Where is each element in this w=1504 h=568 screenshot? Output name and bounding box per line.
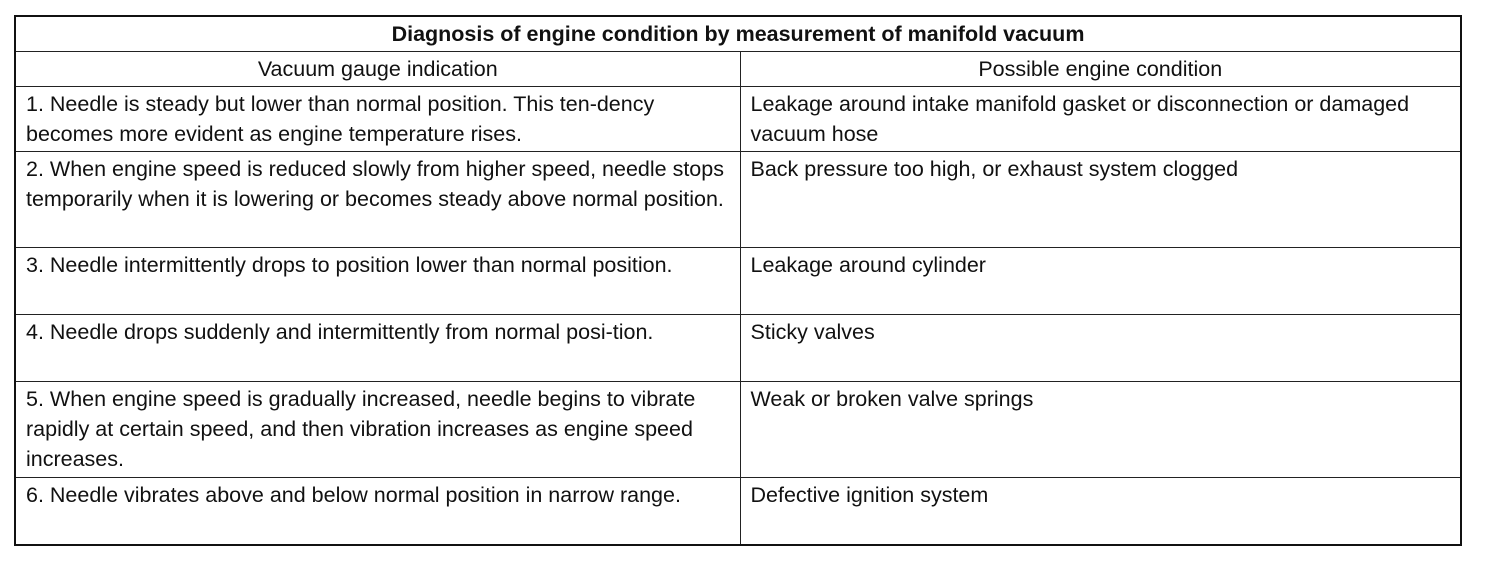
condition-cell: Back pressure too high, or exhaust system clogged xyxy=(740,152,1461,248)
table-row xyxy=(15,478,1461,546)
table-row xyxy=(15,248,1461,315)
indication-cell: 2. When engine speed is reduced slowly from higher speed, needle stops temporarily when it is lowering or becomes steady above normal position. xyxy=(15,152,740,248)
column-header-indication: Vacuum gauge indication xyxy=(15,52,740,87)
condition-cell: Leakage around intake manifold gasket or disconnection or damaged vacuum hose xyxy=(740,87,1461,152)
indication-cell: 3. Needle intermittently drops to position lower than normal position. xyxy=(15,248,740,315)
table-row xyxy=(15,87,1461,152)
condition-cell: Weak or broken valve springs xyxy=(740,382,1461,478)
indication-cell: 5. When engine speed is gradually increased, needle begins to vibrate rapidly at certain speed, and then vibration increases as engine speed increases. xyxy=(15,382,740,478)
indication-cell: 6. Needle vibrates above and below normal position in narrow range. xyxy=(15,478,740,546)
condition-cell: Defective ignition system xyxy=(740,478,1461,546)
table-title: Diagnosis of engine condition by measurement of manifold vacuum xyxy=(15,16,1461,52)
table-header-row xyxy=(15,52,1461,87)
column-header-condition: Possible engine condition xyxy=(740,52,1461,87)
indication-cell: 1. Needle is steady but lower than normal position. This ten-dency becomes more evident as engine temperature rises. xyxy=(15,87,740,152)
indication-cell: 4. Needle drops suddenly and intermittently from normal posi-tion. xyxy=(15,315,740,382)
table-row xyxy=(15,152,1461,248)
table-row xyxy=(15,382,1461,478)
table-row xyxy=(15,315,1461,382)
condition-cell: Sticky valves xyxy=(740,315,1461,382)
condition-cell: Leakage around cylinder xyxy=(740,248,1461,315)
diagnosis-table xyxy=(14,15,1462,546)
table-title-row xyxy=(15,16,1461,52)
